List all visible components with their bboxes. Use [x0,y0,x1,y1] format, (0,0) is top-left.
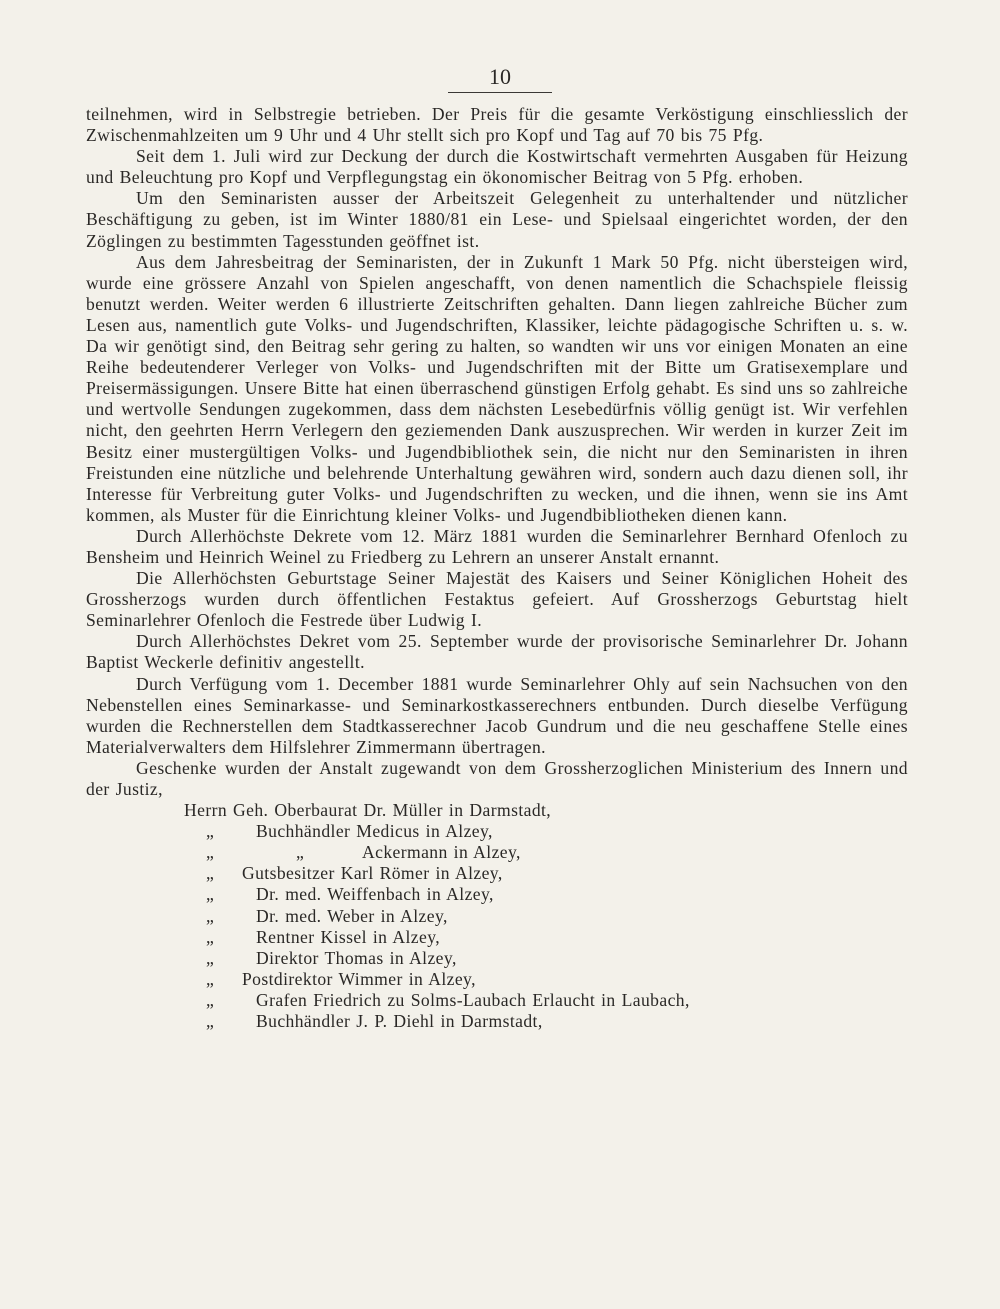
ditto-mark: „ [206,863,215,884]
paragraph-8: Durch Verfügung vom 1. December 1881 wurde Seminarlehrer Ohly auf sein Nachsuchen von den Nebenstellen eines Seminarkasse- und Seminarkostkasserechners entbunden. Durch dieselbe Verfügung wurden die Rechnerstellen dem Stadtkasserechner Jacob Gundrum und die neu geschaffene Stelle eines Materialverwalters dem Hilfslehrer Zimmermann übertragen. [86,673,908,757]
paragraph-6: Die Allerhöchsten Geburtstage Seiner Majestät des Kaisers und Seiner Königlichen Hoheit des Grossherzogs wurden durch öffentlichen Festaktus gefeiert. Auf Grossherzogs Geburtstag hielt Seminarlehrer Ofenloch die Festrede über Ludwig I. [86,568,908,631]
page-number-rule [448,92,552,93]
paragraph-4: Aus dem Jahresbeitrag der Seminaristen, der in Zukunft 1 Mark 50 Pfg. nicht übersteigen wird, wurde eine grössere Anzahl von Spielen angeschafft, von denen namentlich die Schachspiele fleissig benutzt werden. Weiter werden 6 illustrierte Zeitschriften gehalten. Dann liegen zahlreiche Bücher zum Lesen aus, namentlich gute Volks- und Jugendschriften, Klassiker, leichte pädagogische Schriften u. s. w. Da wir genötigt sind, den Beitrag sehr gering zu halten, so wandten wir uns vor einigen Monaten an eine Reihe bedeutenderer Verleger von Volks- und Jugendschriften mit der Bitte um Gratisexemplare und Preisermässigungen. Unsere Bitte hat einen überraschend günstigen Erfolg gehabt. Es sind uns so zahlreiche und wertvolle Sendungen zugekommen, dass dem nächsten Lesebedürfnis völlig genügt ist. Wir verfehlen nicht, den geehrten Herrn Verlegern den geziemenden Dank auszusprechen. Wir werden in kurzer Zeit im Besitz einer mustergültigen Volks- und Jugendbibliothek sein, die nicht nur den Seminaristen in ihren Freistunden eine nützliche und belehrende Unterhaltung gewähren wird, sondern auch dazu dienen soll, ihr Interesse für Verbreitung guter Volks- und Jugendschriften zu wecken, und die ihnen, wenn sie ins Amt kommen, als Muster für die Einrichtung kleiner Volks- und Jugendbibliotheken dienen kann. [86,251,908,525]
donor-entry [86,927,908,948]
donor-entry [86,884,908,905]
donor-text: Postdirektor Wimmer in Alzey, [242,968,476,989]
paragraph-1: teilnehmen, wird in Selbstregie betrieben. Der Preis für die gesamte Verköstigung einschliesslich der Zwischenmahlzeiten um 9 Uhr und 4 Uhr stellt sich pro Kopf und Tag auf 70 bis 75 Pfg. [86,104,908,146]
page-number: 10 [489,64,511,89]
paragraph-3: Um den Seminaristen ausser der Arbeitszeit Gelegenheit zu unterhaltender und nützlicher Beschäftigung zu geben, ist im Winter 1880/81 ein Lese- und Spielsaal eingerichtet worden, der den Zöglingen zu bestimmten Tagesstunden geöffnet ist. [86,188,908,251]
ditto-mark: „ [206,1011,215,1032]
donor-text: Grafen Friedrich zu Solms-Laubach Erlaucht in Laubach, [256,989,690,1010]
ditto-mark: „ [206,947,215,968]
page-body [86,104,908,1032]
ditto-mark: „ [206,884,215,905]
paragraph-5: Durch Allerhöchste Dekrete vom 12. März 1881 wurden die Seminarlehrer Bernhard Ofenloch zu Bensheim und Heinrich Weinel zu Friedberg zu Lehrern an unserer Anstalt ernannt. [86,525,908,567]
ditto-mark: „ [206,905,215,926]
ditto-mark: „ [206,989,215,1010]
donor-text: Herrn Geh. Oberbaurat Dr. Müller in Darmstadt, [184,800,552,821]
ditto-mark: „ [206,821,215,842]
donor-entry [86,1011,908,1032]
donor-entry [86,990,908,1011]
donor-text: Dr. med. Weiffenbach in Alzey, [256,884,494,905]
donor-text: Direktor Thomas in Alzey, [256,947,457,968]
paragraph-7: Durch Allerhöchstes Dekret vom 25. September wurde der provisorische Seminarlehrer Dr. Johann Baptist Weckerle definitiv angestellt. [86,631,908,673]
donor-entry [86,948,908,969]
paragraph-9: Geschenke wurden der Anstalt zugewandt von dem Grossherzoglichen Ministerium des Innern und der Justiz, [86,757,908,799]
donor-text: Ackermann in Alzey, [362,842,521,863]
donor-entry [86,863,908,884]
donor-text: Dr. med. Weber in Alzey, [256,905,448,926]
ditto-mark: „ [206,968,215,989]
paragraph-2: Seit dem 1. Juli wird zur Deckung der durch die Kostwirtschaft vermehrten Ausgaben für Heizung und Beleuchtung pro Kopf und Verpflegungstag ein ökonomischer Beitrag von 5 Pfg. erhoben. [86,146,908,188]
donor-entry [86,842,908,863]
donor-entry [86,906,908,927]
ditto-mark: „ [206,842,215,863]
donor-entry [86,969,908,990]
donor-list [86,800,908,1032]
donor-entry [86,821,908,842]
donor-text: Rentner Kissel in Alzey, [256,926,441,947]
donor-text: Gutsbesitzer Karl Römer in Alzey, [242,863,503,884]
ditto-mark: „ [296,842,305,863]
ditto-mark: „ [206,926,215,947]
donor-entry [86,800,908,821]
donor-text: Buchhändler Medicus in Alzey, [256,821,493,842]
donor-text: Buchhändler J. P. Diehl in Darmstadt, [256,1011,543,1032]
